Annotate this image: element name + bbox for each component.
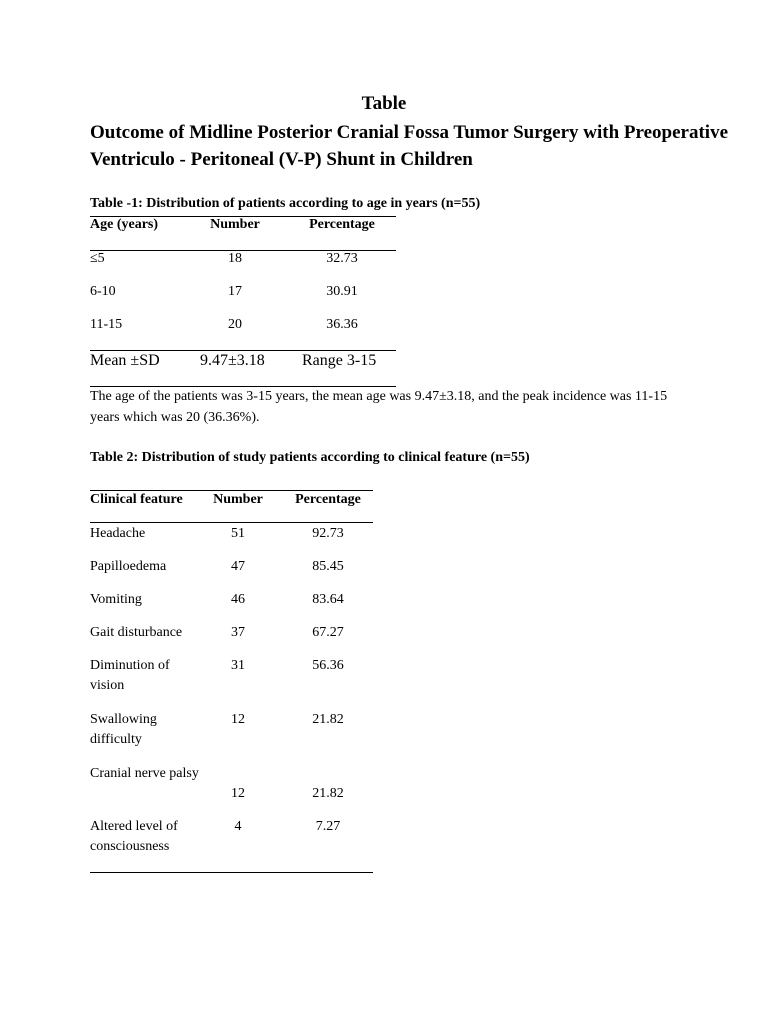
table1-cell-percentage: 32.73 bbox=[326, 251, 358, 266]
table1-header-percentage: Percentage bbox=[309, 217, 375, 232]
table2-cell-percentage: 83.64 bbox=[312, 592, 344, 607]
table1-cell-age: 6-10 bbox=[90, 284, 116, 299]
table1-header-age: Age (years) bbox=[90, 217, 159, 232]
body-paragraph: The age of the patients was 3-15 years, the mean age was 9.47±3.18, and the peak incidence was 11-15 years which was 20 (36.36%). bbox=[90, 389, 668, 425]
table2-cell-percentage: 67.27 bbox=[312, 625, 344, 640]
table1-caption: Table -1: Distribution of patients according to age in years (n=55) bbox=[90, 196, 481, 211]
table2-cell-percentage: 92.73 bbox=[312, 526, 344, 541]
table1-cell-percentage: 36.36 bbox=[326, 317, 358, 332]
table2-header-percentage: Percentage bbox=[295, 492, 361, 507]
table2-cell-number: 31 bbox=[231, 658, 245, 673]
table1-summary-label: Mean ±SD bbox=[90, 352, 160, 369]
table2-header-feature: Clinical feature bbox=[90, 492, 183, 507]
table2-cell-feature: Gait disturbance bbox=[90, 625, 183, 640]
table2-caption: Table 2: Distribution of study patients according to clinical feature (n=55) bbox=[90, 450, 530, 465]
table2-cell-percentage: 7.27 bbox=[315, 819, 341, 834]
table1-summary-value: 9.47±3.18 bbox=[200, 352, 265, 369]
table2-cell-percentage: 85.45 bbox=[312, 559, 344, 574]
table1-cell-number: 18 bbox=[228, 251, 242, 266]
table1-summary-range: Range 3-15 bbox=[302, 352, 377, 369]
table2-cell-number: 12 bbox=[231, 786, 245, 801]
table1-cell-percentage: 30.91 bbox=[326, 284, 358, 299]
table1-cell-age: ≤5 bbox=[90, 251, 105, 266]
page-heading: Table bbox=[361, 93, 407, 114]
table2-cell-number: 51 bbox=[231, 526, 245, 541]
table2-cell-feature: Swallowing difficulty bbox=[90, 712, 157, 747]
table2-cell-percentage: 56.36 bbox=[312, 658, 344, 673]
table2-cell-number: 4 bbox=[234, 819, 242, 834]
table2-cell-number: 47 bbox=[231, 559, 245, 574]
table2-bottom-rule bbox=[90, 872, 373, 873]
table2-cell-feature: Vomiting bbox=[90, 592, 142, 607]
table2-header-rule bbox=[90, 522, 373, 523]
table2-cell-feature: Cranial nerve palsy bbox=[90, 766, 199, 781]
table1-cell-age: 11-15 bbox=[90, 317, 123, 332]
table2-cell-feature: Altered level of consciousness bbox=[90, 819, 178, 854]
table2-cell-feature: Diminution of vision bbox=[90, 658, 170, 693]
table2-cell-percentage: 21.82 bbox=[312, 786, 344, 801]
page-subtitle: Outcome of Midline Posterior Cranial Fossa Tumor Surgery with Preoperative Ventriculo - Peritoneal (V-P) Shunt in Children bbox=[90, 122, 729, 170]
table2-cell-number: 37 bbox=[231, 625, 245, 640]
table1-cell-number: 17 bbox=[228, 284, 242, 299]
table2-header-number: Number bbox=[213, 492, 263, 507]
table2-cell-number: 12 bbox=[231, 712, 245, 727]
table1-cell-number: 20 bbox=[228, 317, 242, 332]
table2-cell-feature: Papilloedema bbox=[90, 559, 167, 574]
table2-cell-feature: Headache bbox=[90, 526, 146, 541]
table2-cell-percentage: 21.82 bbox=[312, 712, 344, 727]
table1-header-number: Number bbox=[210, 217, 260, 232]
table2-cell-number: 46 bbox=[231, 592, 245, 607]
